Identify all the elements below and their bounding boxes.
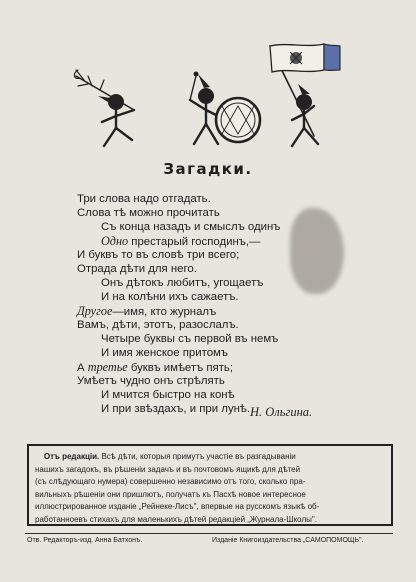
poem-line: Отрада дѣти для него. <box>77 263 197 275</box>
notice-line: вильныхъ рѣшеніи они пришлютъ, получатъ къ Пасхѣ новое интересное <box>35 489 306 499</box>
poem-line: И буквъ то въ словѣ три всего; <box>77 249 240 261</box>
footer-editor: Отв. Редакторъ-изд. Анна Батхонъ. <box>27 537 143 544</box>
poem-line: Другое—имя, кто журналъ <box>77 304 217 318</box>
poem-line: Умѣетъ чудно онъ стрѣлять <box>77 375 225 387</box>
poem-line: Съ конца назадъ и смыслъ одинъ <box>101 221 281 233</box>
poem-line: Три слова надо отгадать. <box>77 193 211 205</box>
figure-drummer <box>190 72 218 145</box>
page-title: Загадки. <box>163 160 253 178</box>
poem-line: Слова тѣ можно прочитать <box>77 207 220 219</box>
riddle-poem <box>0 192 416 422</box>
notice-line: Отъ редакціи. Всѣ дѣти, которыя примутъ участіе въ разгадываніи <box>43 452 296 461</box>
poem-line: Одно престарый господинъ,— <box>101 234 261 248</box>
footer-divider <box>25 533 393 534</box>
notice-line: нашихъ загадокъ, въ рѣшеніи задачъ и въ почтовомъ ящикѣ для дѣтей <box>35 464 301 474</box>
flag-icon <box>270 44 340 72</box>
footer-publisher: Изданіе Книгоиздательства „САМОПОМОЩЬ". <box>212 537 364 544</box>
poem-line: И при звѣздахъ, и при лунѣ. <box>101 403 251 415</box>
poem-line: И на колѣни ихъ сажаетъ. <box>101 291 239 303</box>
drum-icon <box>216 98 260 142</box>
notice-line: работанноевъ стихахъ для маленькихъ дѣтей редакціей „Журнала-Школы". <box>35 514 317 524</box>
poem-line: Онъ дѣтокъ любитъ, угощаетъ <box>101 277 264 289</box>
author-signature: Н. Ольгина. <box>250 405 313 419</box>
editorial-notice-box <box>27 444 393 526</box>
poem-line: Четыре буквы съ первой въ немъ <box>101 333 279 345</box>
figure-branch-runner <box>74 70 134 146</box>
editorial-notice-text <box>35 451 385 526</box>
marching-figures-illustration <box>58 40 358 148</box>
poem-line: И мчится быстро на конѣ <box>101 389 235 401</box>
notice-lead: Отъ редакціи. <box>43 452 100 461</box>
notice-line: иллюстрированное изданіе „Рейнеке-Лисъ", впервые на русскомъ языкѣ об- <box>35 502 320 511</box>
poem-line: А третье буквъ имѣетъ пять; <box>77 360 234 374</box>
poem-line: И имя женское притомъ <box>101 347 229 359</box>
poem-line: Вамъ, дѣти, этотъ, разослалъ. <box>77 319 239 331</box>
notice-line: (съ слѣдующаго нумера) совершенно независимо отъ того, сколько пра- <box>35 477 306 486</box>
